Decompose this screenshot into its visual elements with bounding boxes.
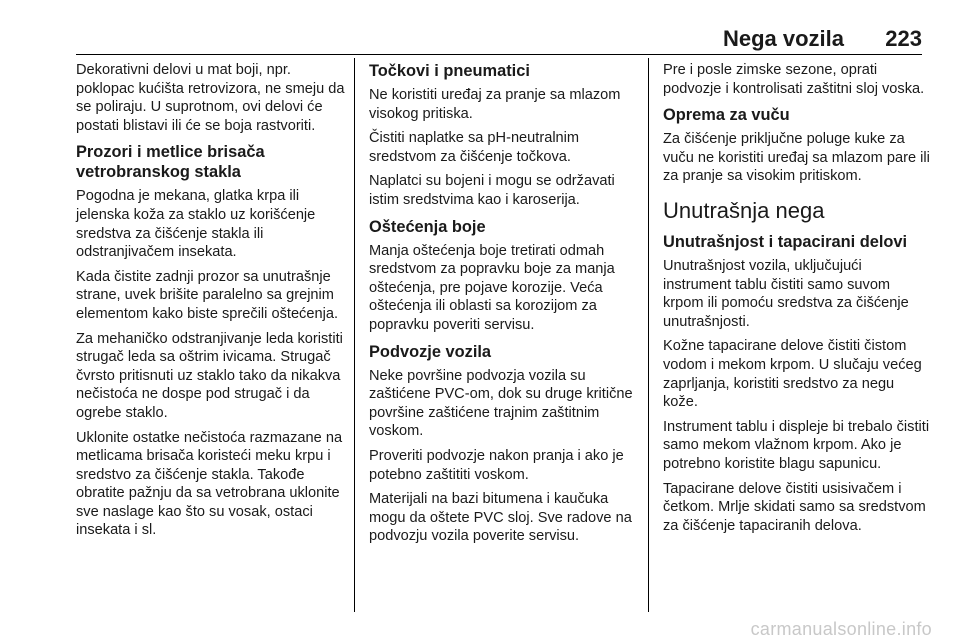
page-number: 223	[885, 26, 922, 51]
paragraph: Instrument tablu i displeje bi trebalo čistiti samo mekom vlažnom krpom. Ako je potrebno koristite blagu sapunicu.	[663, 418, 930, 472]
paragraph: Proveriti podvozje nakon pranja i ako je potebno zaštititi voskom.	[369, 447, 624, 483]
paragraph: Tapacirane delove čistiti usisivačem i četkom. Mrlje skidati samo sa sredstvom za čišćenje tapaciranih delova.	[663, 480, 926, 534]
chapter-title: Nega vozila	[722, 26, 844, 51]
section-heading: Točkovi i pneumatici	[369, 62, 530, 80]
column-3	[663, 61, 933, 541]
paragraph: Dekorativni delovi u mat boji, npr. poklopac kućišta retrovizora, ne smeju da se poliraju. U suprotnom, ovi delovi će postati blistavi ili će se boja rastvoriti.	[76, 62, 345, 134]
section-heading: Oprema za vuču	[663, 106, 790, 125]
section-heading: Unutrašnjost i tapacirani delovi	[663, 232, 908, 251]
paragraph: Pogodna je mekana, glatka krpa ili jelenska koža za staklo uz korišćenje sredstva za čišćenje stakla ili odstranjivačem insekata.	[76, 188, 316, 261]
paragraph: Pre i posle zimske sezone, oprati podvozje i kontrolisati zaštitni sloj voska.	[663, 62, 925, 97]
paragraph: Neke površine podvozja vozila su zaštićene PVC-om, dok su druge kritične površine zaštićene trajnim zaštitnim voskom.	[369, 367, 633, 440]
header-divider	[76, 54, 922, 55]
paragraph: Čistiti naplatke sa pH-neutralnim sredstvom za čišćenje točkova.	[369, 130, 580, 165]
paragraph: Ne koristiti uređaj za pranje sa mlazom visokog pritiska.	[369, 87, 621, 122]
section-heading: Oštećenja boje	[369, 217, 486, 236]
section-heading: Prozori i metlice brisača vetrobranskog stakla	[76, 143, 265, 182]
paragraph: Kada čistite zadnji prozor sa unutrašnje strane, uvek brišite paralelno sa grejnim elementom kako biste sprečili oštećenja.	[76, 268, 339, 322]
paragraph: Za mehaničko odstranjivanje leda koristiti strugač leda sa oštrim ivicama. Strugač čvrsto pritisnuti uz staklo tako da nikakva nečistoća ne dospe pod strugač i da ogrebe staklo.	[76, 330, 343, 421]
column-2	[369, 61, 639, 552]
paragraph: Manja oštećenja boje tretirati odmah sredstvom za popravku boje za manja oštećenja, pre pojave korozije. Veća oštećenja ili oblasti sa korozijom za popravku poveriti servisu.	[369, 242, 615, 333]
paragraph: Materijali na bazi bitumena i kaučuka mogu da oštete PVC sloj. Sve radove na podvozju vozila poverite servisu.	[369, 491, 632, 545]
page-header	[76, 26, 922, 54]
chapter-section-title: Unutrašnja nega	[663, 197, 825, 223]
paragraph: Naplatci su bojeni i mogu se održavati istim sredstvima kao i karoserija.	[369, 173, 615, 208]
paragraph: Za čišćenje priključne poluge kuke za vuču ne koristiti uređaj sa mlazom pare ili za pranje sa visokim pritiskom.	[663, 131, 930, 185]
column-1	[76, 61, 346, 546]
paragraph: Uklonite ostatke nečistoća razmazane na metlicama brisača koristeći meku krpu i sredstvo za čišćenje stakla. Takođe obratite pažnju da sa vetrobrana uklonite sve naslage kao što su vosak, ostaci insekata i sl.	[76, 429, 343, 539]
column-divider-1	[354, 58, 355, 612]
paragraph: Unutrašnjost vozila, uključujući instrument tablu čistiti samo suvom krpom ili pomoću sredstva za čišćenje unutrašnjosti.	[663, 257, 909, 330]
column-divider-2	[648, 58, 649, 612]
section-heading: Podvozje vozila	[369, 342, 492, 361]
watermark-text: carmanualsonline.info	[750, 619, 932, 639]
paragraph: Kožne tapacirane delove čistiti čistom vodom i mekom krpom. U slučaju većeg zaprljanja, koristiti sredstvo za negu kože.	[663, 338, 922, 411]
